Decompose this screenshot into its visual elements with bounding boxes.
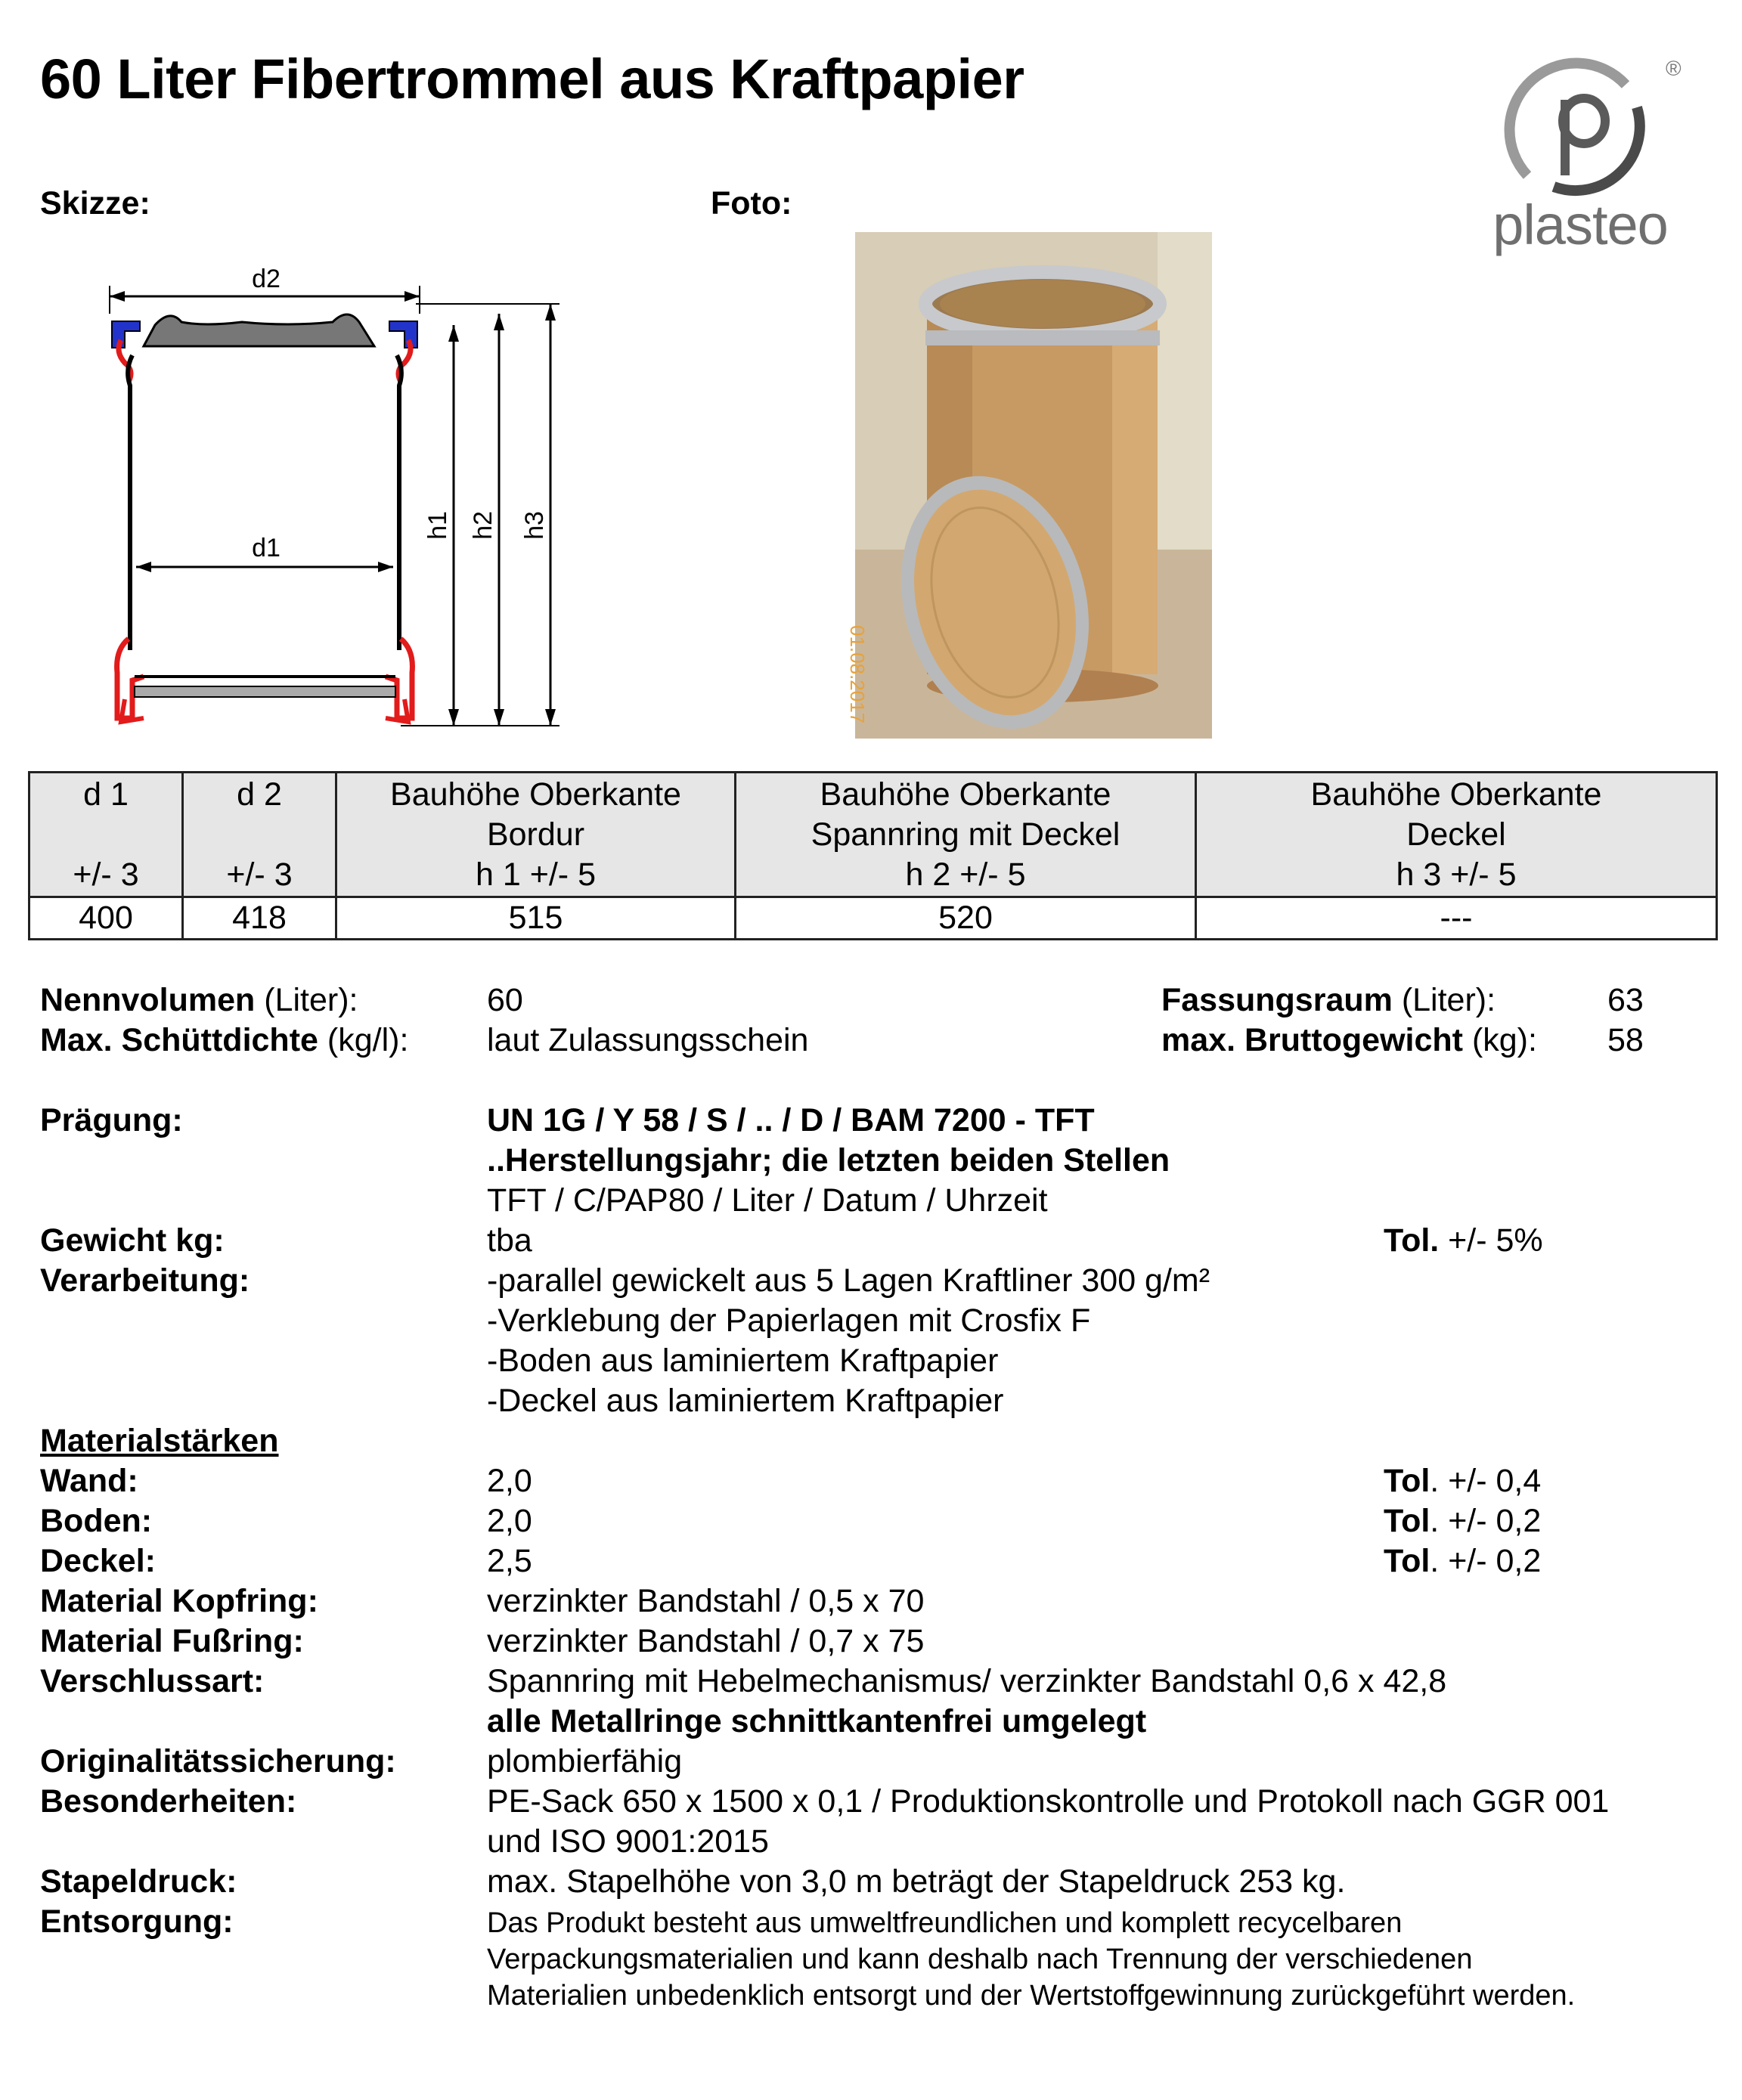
verarbeitung-line: -Deckel aus laminiertem Kraftpapier	[487, 1383, 1004, 1419]
nennvolumen-label: Nennvolumen (Liter):	[40, 982, 358, 1018]
label-h2: h2	[469, 511, 497, 540]
verschlussart-line-2: alle Metallringe schnittkantenfrei umgelegt	[487, 1703, 1147, 1739]
header-line: d 1	[83, 776, 129, 813]
wand-value: 2,0	[487, 1463, 532, 1499]
gewicht-tolerance: Tol. +/- 5%	[1384, 1222, 1543, 1259]
logo-text: plasteo	[1492, 194, 1668, 256]
fassungsraum-label: Fassungsraum (Liter):	[1161, 982, 1496, 1018]
stapeldruck-value: max. Stapelhöhe von 3,0 m beträgt der Stapeldruck 253 kg.	[487, 1863, 1346, 1900]
praegung-line-1: UN 1G / Y 58 / S / .. / D / BAM 7200 - TFT	[487, 1102, 1095, 1138]
header-line: Bauhöhe Oberkante	[390, 776, 681, 813]
header-tolerance: h 2 +/- 5	[905, 856, 1026, 893]
header-d2	[183, 773, 336, 897]
verarbeitung-line: -parallel gewickelt aus 5 Lagen Kraftliner 300 g/m²	[487, 1262, 1210, 1299]
header-line: d 2	[237, 776, 282, 813]
deckel-value: 2,5	[487, 1543, 532, 1579]
drum-photo-image	[855, 232, 1212, 739]
sketch-heading: Skizze:	[40, 185, 150, 221]
dimensions-table	[28, 771, 1718, 940]
header-tolerance: h 1 +/- 5	[476, 856, 596, 893]
entsorgung-line-1: Das Produkt besteht aus umweltfreundlichen und komplett recycelbaren	[487, 1907, 1403, 1939]
header-line: Bauhöhe Oberkante	[1310, 776, 1602, 813]
boden-value: 2,0	[487, 1503, 532, 1539]
product-photo	[846, 232, 1212, 739]
header-h3	[1196, 773, 1717, 897]
verschlussart-line-1: Spannring mit Hebelmechanismus/ verzinkter Bandstahl 0,6 x 42,8	[487, 1663, 1447, 1699]
schuettdichte-value: laut Zulassungsschein	[487, 1022, 809, 1058]
boden-tolerance: Tol. +/- 0,2	[1384, 1503, 1542, 1539]
deckel-label: Deckel:	[40, 1543, 156, 1579]
value-d2: 418	[183, 897, 336, 940]
schuettdichte-label: Max. Schüttdichte (kg/l):	[40, 1022, 409, 1058]
deckel-tolerance: Tol. +/- 0,2	[1384, 1543, 1542, 1579]
header-h2	[736, 773, 1196, 897]
entsorgung-label: Entsorgung:	[40, 1903, 234, 1940]
photo-heading: Foto:	[711, 185, 792, 221]
header-line: Deckel	[1406, 816, 1506, 853]
registered-mark: ®	[1666, 57, 1682, 80]
fassungsraum-value: 63	[1607, 982, 1644, 1018]
header-tolerance: +/- 3	[73, 856, 139, 893]
header-line: Bordur	[486, 816, 585, 853]
label-d1: d1	[252, 534, 281, 562]
verarbeitung-line: -Verklebung der Papierlagen mit Crosfix F	[487, 1302, 1091, 1339]
value-d1: 400	[29, 897, 183, 940]
wand-label: Wand:	[40, 1463, 138, 1499]
praegung-label: Prägung:	[40, 1102, 183, 1138]
header-tolerance: +/- 3	[226, 856, 293, 893]
label-h3: h3	[520, 511, 549, 540]
gewicht-value: tba	[487, 1222, 532, 1259]
fussring-value: verzinkter Bandstahl / 0,7 x 75	[487, 1623, 925, 1659]
bruttogewicht-value: 58	[1607, 1022, 1644, 1058]
page-title: 60 Liter Fibertrommel aus Kraftpapier	[40, 48, 1024, 110]
header-h1	[336, 773, 736, 897]
table-header-row	[29, 773, 1717, 897]
praegung-line-3: TFT / C/PAP80 / Liter / Datum / Uhrzeit	[487, 1182, 1048, 1219]
plasteo-logo	[1482, 54, 1694, 259]
logo-mark-icon	[1482, 54, 1678, 206]
fussring-label: Material Fußring:	[40, 1623, 304, 1659]
gewicht-label: Gewicht kg:	[40, 1222, 225, 1259]
kopfring-value: verzinkter Bandstahl / 0,5 x 70	[487, 1583, 925, 1619]
besonderheiten-label: Besonderheiten:	[40, 1783, 297, 1820]
besonderheiten-line-1: PE-Sack 650 x 1500 x 0,1 / Produktionskontrolle und Protokoll nach GGR 001	[487, 1783, 1610, 1820]
besonderheiten-line-2: und ISO 9001:2015	[487, 1823, 769, 1860]
originalitaet-value: plombierfähig	[487, 1743, 683, 1779]
kopfring-label: Material Kopfring:	[40, 1583, 318, 1619]
stapeldruck-label: Stapeldruck:	[40, 1863, 237, 1900]
header-d1	[29, 773, 183, 897]
entsorgung-line-2: Verpackungsmaterialien und kann deshalb nach Trennung der verschiedenen	[487, 1944, 1473, 1975]
wand-tolerance: Tol. +/- 0,4	[1384, 1463, 1542, 1499]
header-tolerance: h 3 +/- 5	[1396, 856, 1517, 893]
bruttogewicht-label: max. Bruttogewicht (kg):	[1161, 1022, 1537, 1058]
photo-date-stamp: 01.08.2017	[846, 625, 869, 724]
value-h2: 520	[736, 897, 1196, 940]
praegung-line-2: ..Herstellungsjahr; die letzten beiden Stellen	[487, 1142, 1170, 1179]
header-line: Bauhöhe Oberkante	[820, 776, 1111, 813]
verarbeitung-line: -Boden aus laminiertem Kraftpapier	[487, 1343, 999, 1379]
table-row	[29, 897, 1717, 940]
value-h1: 515	[336, 897, 736, 940]
originalitaet-label: Originalitätssicherung:	[40, 1743, 396, 1779]
nennvolumen-value: 60	[487, 982, 523, 1018]
label-h1: h1	[423, 511, 452, 540]
value-h3: ---	[1196, 897, 1717, 940]
verschlussart-label: Verschlussart:	[40, 1663, 265, 1699]
entsorgung-line-3: Materialien unbedenklich entsorgt und der Wertstoffgewinnung zurückgeführt werden.	[487, 1980, 1576, 2012]
boden-label: Boden:	[40, 1503, 153, 1539]
verarbeitung-label: Verarbeitung:	[40, 1262, 250, 1299]
materialstaerken-heading: Materialstärken	[40, 1423, 279, 1459]
header-line: Spannring mit Deckel	[811, 816, 1121, 853]
label-d2: d2	[252, 265, 281, 293]
technical-sketch	[98, 257, 575, 741]
